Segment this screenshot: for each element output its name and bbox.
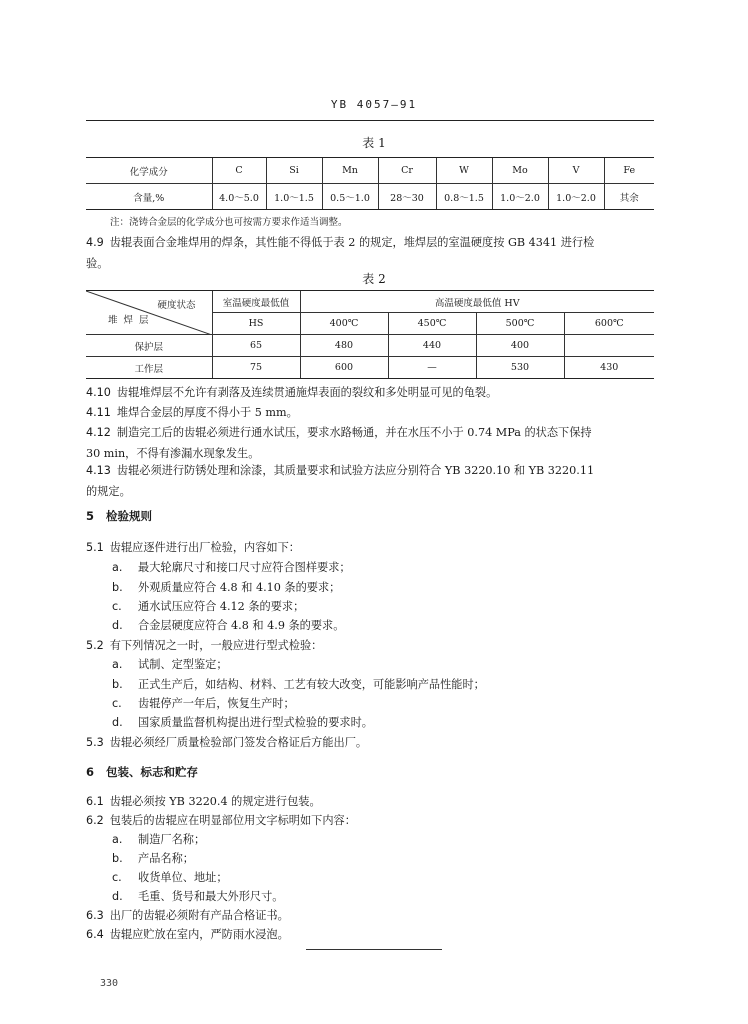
list-item xyxy=(112,831,205,847)
clause-number: 4.11 xyxy=(86,406,111,419)
table2-cell: — xyxy=(388,357,476,379)
table2-row xyxy=(86,335,654,357)
list-letter: c. xyxy=(112,697,122,710)
table1-cell: 0.8～1.5 xyxy=(436,184,492,210)
clause-text: 齿辊堆焊层不允许有剥落及连续贯通施焊表面的裂纹和多处明显可见的龟裂。 xyxy=(116,386,498,399)
section-number: 5 xyxy=(86,509,95,523)
clause-4-10 xyxy=(86,382,658,403)
clause-number: 6.3 xyxy=(86,909,104,922)
list-item xyxy=(112,579,340,595)
clause-text-cont: 30 min，不得有渗漏水现象发生。 xyxy=(86,447,260,460)
clause-number: 5.3 xyxy=(86,736,104,749)
clause-number: 6.2 xyxy=(86,814,104,827)
table1-cell: 4.0～5.0 xyxy=(212,184,266,210)
table2-cell: 430 xyxy=(564,357,654,379)
list-item xyxy=(112,656,228,672)
clause-text: 齿辊必须按 YB 3220.4 的规定进行包装。 xyxy=(109,795,321,808)
clause-text: 齿辊必须经厂质量检验部门签发合格证后方能出厂。 xyxy=(109,736,368,749)
table2-cell: 530 xyxy=(476,357,564,379)
table1-header-row xyxy=(86,158,654,184)
clause-text: 制造完工后的齿辊必须进行通水试压，要求水路畅通，并在水压不小于 0.74 MPa 的状态下保持 xyxy=(116,426,592,439)
list-text: 外观质量应符合 4.8 和 4.10 条的要求； xyxy=(138,581,341,594)
table1-header-cell: Fe xyxy=(604,158,654,184)
clause-text: 包装后的齿辊应在明显部位用文字标明如下内容： xyxy=(109,814,356,827)
clause-text: 堆焊合金层的厚度不得小于 5 mm。 xyxy=(116,406,298,419)
standard-code-header: YB 4057—91 xyxy=(330,98,418,111)
list-item xyxy=(112,695,295,711)
section-title: 包装、标志和贮存 xyxy=(106,765,199,779)
list-text: 通水试压应符合 4.12 条的要求； xyxy=(138,600,305,613)
clause-number: 4.12 xyxy=(86,426,111,439)
clause-number: 6.1 xyxy=(86,795,104,808)
table2-cell: 75 xyxy=(212,357,300,379)
table1-header-cell: V xyxy=(548,158,604,184)
temp-header-cell: 450℃ xyxy=(388,313,476,335)
clause-number: 5.2 xyxy=(86,639,104,652)
list-item xyxy=(112,714,373,730)
table1-header-cell: 化学成分 xyxy=(86,158,212,184)
clause-5-3 xyxy=(86,734,367,750)
list-item xyxy=(112,888,283,904)
list-item xyxy=(112,850,194,866)
clause-number: 4.13 xyxy=(86,464,111,477)
list-letter: c. xyxy=(112,871,122,884)
list-item xyxy=(112,598,304,614)
clause-number: 4.9 xyxy=(86,236,104,249)
list-letter: d. xyxy=(112,890,123,903)
temp-header-cell: 400℃ xyxy=(300,313,388,335)
table2-cell: 440 xyxy=(388,335,476,357)
chemical-composition-table xyxy=(86,157,654,210)
table2-cell: 480 xyxy=(300,335,388,357)
list-text: 合金层硬度应符合 4.8 和 4.9 条的要求。 xyxy=(138,619,345,632)
list-item xyxy=(112,869,228,885)
table2-caption: 表 2 xyxy=(362,272,386,286)
table1-header-cell: Si xyxy=(266,158,322,184)
temp-header-cell: 500℃ xyxy=(476,313,564,335)
clause-number: 5.1 xyxy=(86,541,104,554)
clause-6-1 xyxy=(86,793,321,809)
clause-text: 有下列情况之一时，一般应进行型式检验： xyxy=(109,639,323,652)
list-letter: d. xyxy=(112,619,123,632)
table1-header-cell: C xyxy=(212,158,266,184)
list-letter: b. xyxy=(112,852,123,865)
list-text: 试制、定型鉴定； xyxy=(138,658,228,671)
corner-label-hardness: 硬度状态 xyxy=(157,300,196,311)
list-item xyxy=(112,559,351,575)
clause-6-2 xyxy=(86,812,356,828)
list-text: 制造厂名称； xyxy=(138,833,206,846)
table1-cell: 1.0～1.5 xyxy=(266,184,322,210)
clause-text: 出厂的齿辊必须附有产品合格证书。 xyxy=(109,909,289,922)
table1-cell: 1.0～2.0 xyxy=(492,184,548,210)
clause-4-9 xyxy=(86,232,658,274)
list-letter: b. xyxy=(112,678,123,691)
room-temp-header: 室温硬度最低值 xyxy=(212,291,300,313)
list-text: 齿辊停产一年后，恢复生产时； xyxy=(138,697,295,710)
clause-4-11 xyxy=(86,402,658,423)
clause-6-3 xyxy=(86,907,289,923)
clause-4-12 xyxy=(86,422,658,464)
list-letter: d. xyxy=(112,716,123,729)
list-text: 收货单位、地址； xyxy=(138,871,228,884)
list-text: 毛重、货号和最大外形尺寸。 xyxy=(138,890,284,903)
temp-header-cell: 600℃ xyxy=(564,313,654,335)
table1-cell: 其余 xyxy=(604,184,654,210)
end-rule xyxy=(306,949,442,950)
table1-cell: 1.0～2.0 xyxy=(548,184,604,210)
section-5-heading xyxy=(86,508,152,524)
clause-text-cont: 的规定。 xyxy=(86,485,131,498)
list-letter: a. xyxy=(112,658,123,671)
table1-note: 注：浇铸合金层的化学成分也可按需方要求作适当调整。 xyxy=(110,217,348,228)
clause-6-4 xyxy=(86,926,289,942)
clause-text: 齿辊必须进行防锈处理和涂漆，其质量要求和试验方法应分别符合 YB 3220.10 和 YB 3220.11 xyxy=(116,464,595,477)
table2-cell: 600 xyxy=(300,357,388,379)
clause-number: 6.4 xyxy=(86,928,104,941)
hardness-table xyxy=(86,290,654,379)
clause-text: 齿辊应逐件进行出厂检验，内容如下： xyxy=(109,541,300,554)
room-temp-unit: HS xyxy=(212,313,300,335)
table2-cell xyxy=(564,335,654,357)
clause-text: 齿辊应贮放在室内，严防雨水浸泡。 xyxy=(109,928,289,941)
list-letter: a. xyxy=(112,561,123,574)
clause-text-cont: 验。 xyxy=(86,257,109,270)
table1-cell: 含量,% xyxy=(86,184,212,210)
table2-row xyxy=(86,357,654,379)
clause-5-1 xyxy=(86,539,300,555)
clause-5-2 xyxy=(86,637,322,653)
table2-cell: 400 xyxy=(476,335,564,357)
list-letter: a. xyxy=(112,833,123,846)
layer-name-cell: 保护层 xyxy=(86,335,212,357)
table2-corner-cell xyxy=(86,291,212,335)
list-text: 正式生产后，如结构、材料、工艺有较大改变，可能影响产品性能时； xyxy=(138,678,485,691)
clause-number: 4.10 xyxy=(86,386,111,399)
list-text: 产品名称； xyxy=(138,852,194,865)
list-item xyxy=(112,617,344,633)
list-text: 最大轮廓尺寸和接口尺寸应符合图样要求； xyxy=(138,561,351,574)
table1-cell: 0.5～1.0 xyxy=(322,184,378,210)
table2-header-row-1 xyxy=(86,291,654,313)
high-temp-header: 高温硬度最低值 HV xyxy=(300,291,654,313)
corner-label-layer: 堆焊层 xyxy=(108,315,155,326)
section-number: 6 xyxy=(86,765,95,779)
table1-header-cell: Cr xyxy=(378,158,436,184)
clause-text: 齿辊表面合金堆焊用的焊条，其性能不得低于表 2 的规定，堆焊层的室温硬度按 GB 4341 进行检 xyxy=(109,236,595,249)
list-item xyxy=(112,676,485,692)
page-number: 330 xyxy=(100,978,119,989)
list-letter: c. xyxy=(112,600,122,613)
header-rule xyxy=(86,120,654,121)
clause-4-13 xyxy=(86,460,658,502)
table1-cell: 28～30 xyxy=(378,184,436,210)
list-letter: b. xyxy=(112,581,123,594)
table1-caption: 表 1 xyxy=(362,136,386,150)
table2-cell: 65 xyxy=(212,335,300,357)
table1-data-row xyxy=(86,184,654,210)
table1-header-cell: Mn xyxy=(322,158,378,184)
list-text: 国家质量监督机构提出进行型式检验的要求时。 xyxy=(138,716,373,729)
section-6-heading xyxy=(86,764,198,780)
section-title: 检验规则 xyxy=(106,509,153,523)
layer-name-cell: 工作层 xyxy=(86,357,212,379)
table1-header-cell: W xyxy=(436,158,492,184)
table1-header-cell: Mo xyxy=(492,158,548,184)
